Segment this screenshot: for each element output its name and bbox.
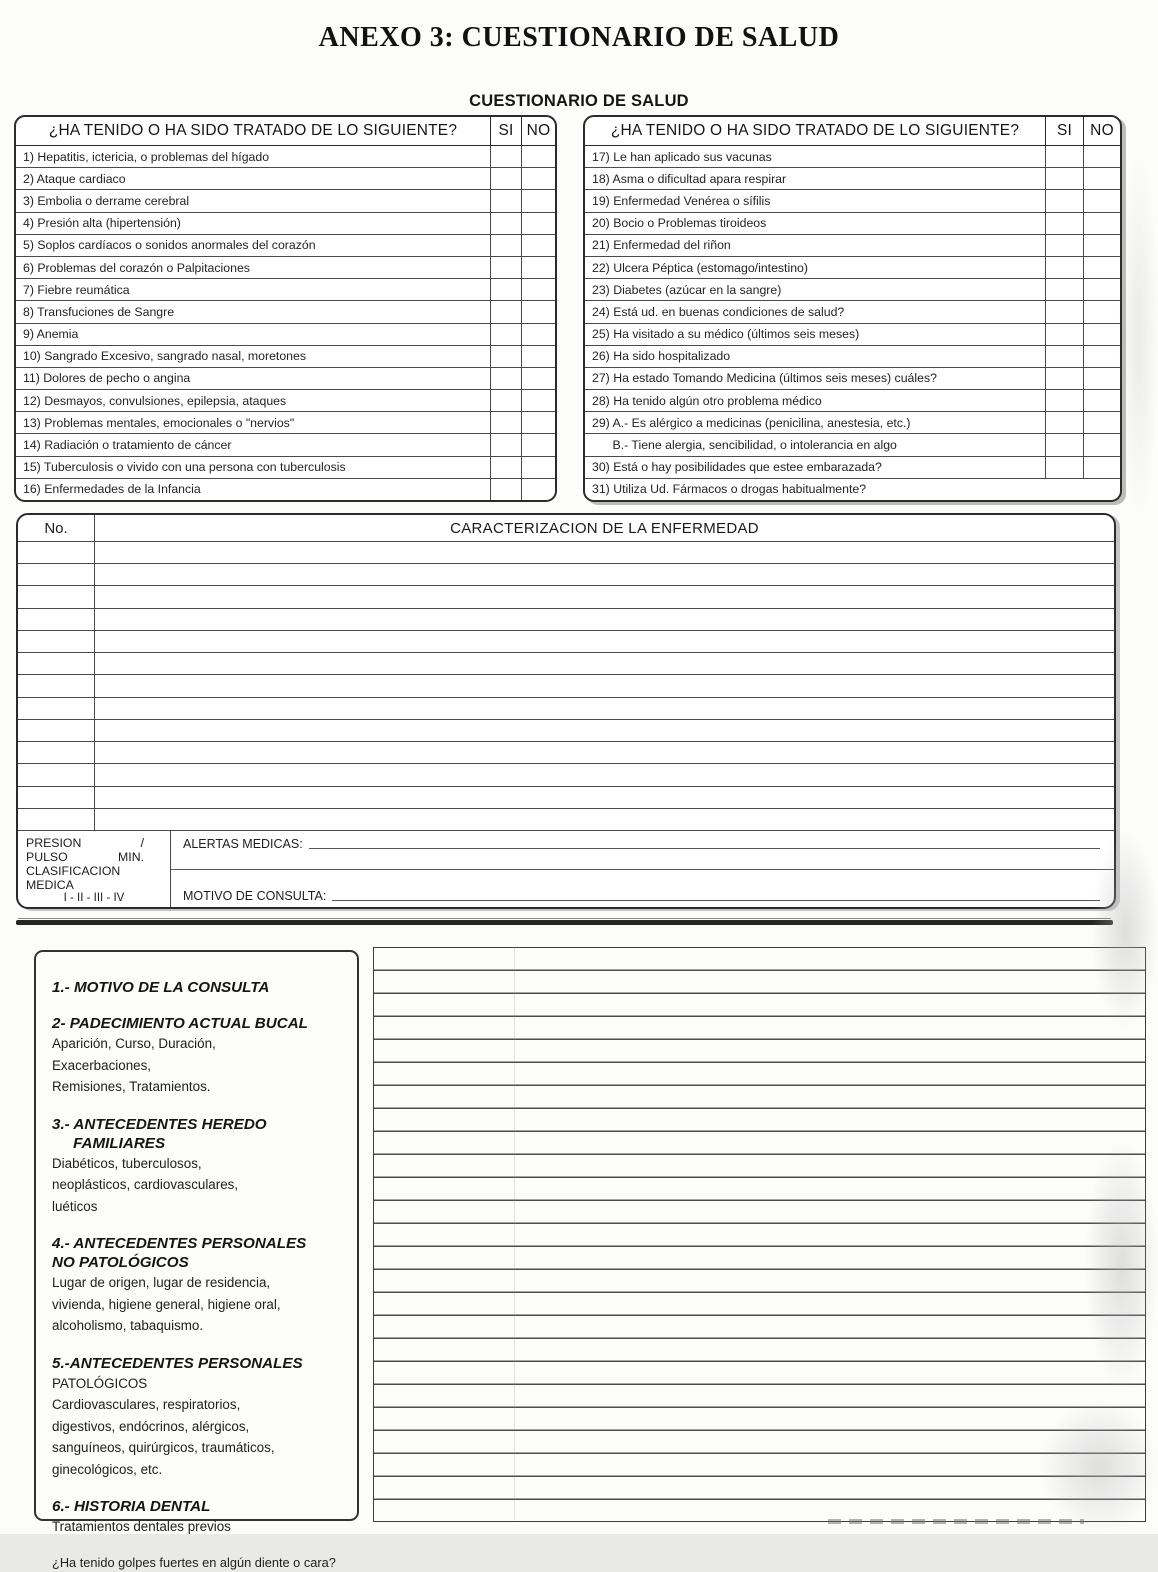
questionnaire-table-left (14, 115, 557, 502)
caracterizacion-entry-cell[interactable] (94, 742, 1114, 763)
questionnaire-header (585, 117, 1120, 146)
question-label: 29) A.- Es alérgico a medicinas (penicilina, anestesia, etc.) (592, 415, 911, 430)
si-checkbox-cell[interactable] (1045, 213, 1083, 234)
caracterizacion-row (18, 697, 1114, 719)
no-checkbox-cell[interactable] (521, 301, 555, 322)
question-label: 2) Ataque cardiaco (23, 171, 126, 186)
caracterizacion-table (16, 513, 1116, 909)
guide-section-title: FAMILIARES (52, 1134, 166, 1152)
guide-section-body-line: PATOLÓGICOS (52, 1375, 148, 1391)
caracterizacion-entry-cell[interactable] (94, 698, 1114, 719)
alerts-cell (171, 831, 1114, 907)
questionnaire-table-right (583, 115, 1122, 502)
page-title: ANEXO 3: CUESTIONARIO DE SALUD (318, 22, 840, 53)
motivo-consulta-label: MOTIVO DE CONSULTA: (183, 889, 327, 903)
question-row (585, 456, 1120, 478)
question-row (585, 389, 1120, 411)
question-label: 7) Fiebre reumática (23, 282, 130, 297)
caracterizacion-no-cell[interactable] (18, 586, 94, 607)
caracterizacion-row (18, 719, 1114, 741)
question-label: 6) Problemas del corazón o Palpitaciones (23, 260, 250, 275)
caracterizacion-entry-cell[interactable] (94, 542, 1114, 563)
question-label: 19) Enfermedad Venérea o sífilis (592, 193, 771, 208)
question-row (16, 278, 555, 300)
si-checkbox-cell[interactable] (490, 434, 521, 455)
si-checkbox-cell[interactable] (490, 346, 521, 367)
questionnaire-header (16, 117, 555, 146)
no-checkbox-cell[interactable] (521, 168, 555, 189)
caracterizacion-row (18, 630, 1114, 652)
presion-slash: / (140, 836, 144, 850)
caracterizacion-entry-cell[interactable] (94, 586, 1114, 607)
question-label: 14) Radiación o tratamiento de cáncer (23, 438, 232, 453)
guide-section-title: 5.-ANTECEDENTES PERSONALES (52, 1354, 303, 1372)
si-checkbox-cell[interactable] (1045, 390, 1083, 411)
guide-section-title: 4.- ANTECEDENTES PERSONALES (52, 1235, 307, 1252)
si-checkbox-cell[interactable] (1045, 146, 1083, 167)
column-header-no: NO (521, 117, 555, 145)
guide-section (52, 1354, 345, 1481)
question-row (585, 478, 1120, 500)
si-checkbox-cell[interactable] (490, 168, 521, 189)
no-checkbox-cell[interactable] (521, 257, 555, 278)
question-label: 21) Enfermedad del riñon (592, 238, 731, 253)
question-rows-right (585, 146, 1120, 500)
question-row (585, 433, 1120, 455)
question-label: 3) Embolia o derrame cerebral (23, 193, 190, 208)
question-label: 31) Utiliza Ud. Fármacos o drogas habitualmente? (592, 482, 867, 497)
question-row (585, 212, 1120, 234)
question-row (585, 167, 1120, 189)
caracterizacion-title: CARACTERIZACION DE LA ENFERMEDAD (94, 515, 1114, 541)
guide-section-body-line: digestivos, endócrinos, alérgicos, (52, 1418, 250, 1434)
si-checkbox-cell[interactable] (1045, 168, 1083, 189)
question-label: 20) Bocio o Problemas tiroideos (592, 216, 767, 231)
question-row (585, 189, 1120, 211)
motivo-consulta-input-line[interactable] (332, 900, 1100, 901)
question-label: 9) Anemia (23, 327, 79, 342)
no-checkbox-cell[interactable] (1083, 213, 1120, 234)
no-checkbox-cell[interactable] (521, 390, 555, 411)
question-label: 16) Enfermedades de la Infancia (23, 482, 201, 497)
guide-section (52, 1115, 345, 1218)
column-header-si: SI (1045, 117, 1083, 145)
question-row (16, 167, 555, 189)
question-label: 30) Está o hay posibilidades que estee embarazada? (592, 460, 882, 475)
guide-section-body-line: vivienda, higiene general, higiene oral, (52, 1296, 281, 1312)
question-label: 26) Ha sido hospitalizado (592, 349, 731, 364)
si-checkbox-cell[interactable] (490, 301, 521, 322)
no-checkbox-cell[interactable] (1083, 279, 1120, 300)
no-checkbox-cell[interactable] (521, 324, 555, 345)
guide-section-body-line: Diabéticos, tuberculosos, (52, 1155, 202, 1171)
question-row (16, 411, 555, 433)
question-row (16, 189, 555, 211)
no-checkbox-cell[interactable] (521, 457, 555, 478)
pulso-label: PULSO (26, 850, 68, 864)
caracterizacion-row (18, 808, 1114, 830)
si-checkbox-cell[interactable] (1045, 257, 1083, 278)
form-subtitle: CUESTIONARIO DE SALUD (469, 92, 689, 110)
caracterizacion-row (18, 763, 1114, 785)
question-label: 25) Ha visitado a su médico (últimos seis meses) (592, 327, 860, 342)
guide-section-title: 1.- MOTIVO DE LA CONSULTA (52, 979, 270, 996)
question-row (16, 146, 555, 167)
caracterizacion-row (18, 652, 1114, 674)
question-label: 4) Presión alta (hipertensión) (23, 216, 181, 231)
question-row (585, 278, 1120, 300)
no-checkbox-cell[interactable] (521, 479, 555, 500)
question-row (16, 433, 555, 455)
no-checkbox-cell[interactable] (1083, 390, 1120, 411)
caracterizacion-no-cell[interactable] (18, 631, 94, 652)
scan-fold-line (514, 947, 515, 1522)
caracterizacion-row (18, 741, 1114, 763)
si-checkbox-cell[interactable] (1045, 434, 1083, 455)
no-checkbox-cell[interactable] (521, 412, 555, 433)
caracterizacion-no-cell[interactable] (18, 542, 94, 563)
caracterizacion-rows (18, 542, 1114, 830)
guide-footer-question: ¿Ha tenido golpes fuertes en algún diente o cara? (52, 1554, 336, 1570)
guide-section (52, 1014, 345, 1098)
question-label: 10) Sangrado Excesivo, sangrado nasal, moretones (23, 349, 306, 364)
no-checkbox-cell[interactable] (521, 368, 555, 389)
guide-section (52, 1234, 345, 1337)
notes-writing-area[interactable] (373, 947, 1146, 1522)
no-checkbox-cell[interactable] (1083, 301, 1120, 322)
question-row (585, 256, 1120, 278)
guide-section (52, 978, 345, 997)
si-checkbox-cell[interactable] (490, 235, 521, 256)
question-label: 18) Asma o dificultad apara respirar (592, 171, 787, 186)
caracterizacion-no-cell[interactable] (18, 653, 94, 674)
caracterizacion-entry-cell[interactable] (94, 720, 1114, 741)
si-checkbox-cell[interactable] (490, 390, 521, 411)
header-question-label: ¿HA TENIDO O HA SIDO TRATADO DE LO SIGUIENTE? (48, 122, 458, 139)
question-label: 27) Ha estado Tomando Medicina (últimos seis meses) cuáles? (592, 371, 937, 386)
guide-section-body-line: Tratamientos dentales previos (52, 1519, 231, 1534)
question-row (585, 234, 1120, 256)
alertas-medicas-label: ALERTAS MEDICAS: (183, 837, 303, 851)
caracterizacion-entry-cell[interactable] (94, 631, 1114, 652)
question-label: B.- Tiene alergia, sencibilidad, o intolerancia en algo (592, 438, 897, 453)
caracterizacion-no-cell[interactable] (18, 609, 94, 630)
si-checkbox-cell[interactable] (490, 457, 521, 478)
caracterizacion-entry-cell[interactable] (94, 809, 1114, 830)
si-checkbox-cell[interactable] (1045, 235, 1083, 256)
no-checkbox-cell[interactable] (1083, 368, 1120, 389)
guide-section-body-line: alcoholismo, tabaquismo. (52, 1318, 204, 1333)
question-label: 15) Tuberculosis o vivido con una persona con tuberculosis (23, 460, 346, 475)
question-row (16, 456, 555, 478)
no-checkbox-cell[interactable] (1083, 146, 1120, 167)
caracterizacion-row (18, 608, 1114, 630)
clasificacion-label: CLASIFICACION MEDICA (26, 864, 121, 892)
question-label: 5) Soplos cardíacos o sonidos anormales del corazón (23, 238, 316, 253)
si-checkbox-cell[interactable] (1045, 346, 1083, 367)
question-row (585, 411, 1120, 433)
anamnesis-guide-box (34, 950, 359, 1570)
guide-section-body-line: ginecológicos, etc. (52, 1461, 163, 1477)
guide-section (52, 1497, 345, 1538)
guide-section-title: 6.- HISTORIA DENTAL (52, 1498, 211, 1515)
caracterizacion-no-cell[interactable] (18, 675, 94, 696)
question-label: 11) Dolores de pecho o angina (23, 371, 191, 386)
no-checkbox-cell[interactable] (1083, 190, 1120, 211)
caracterizacion-no-cell[interactable] (18, 787, 94, 808)
section-divider-rule (16, 920, 1113, 925)
caracterizacion-row (18, 542, 1114, 563)
si-checkbox-cell[interactable] (490, 412, 521, 433)
question-row (16, 389, 555, 411)
presion-label: PRESION (26, 836, 82, 850)
no-checkbox-cell[interactable] (1083, 257, 1120, 278)
no-checkbox-cell[interactable] (1083, 324, 1120, 345)
guide-section-body-line: sanguíneos, quirúrgicos, traumáticos, (52, 1440, 275, 1455)
no-checkbox-cell[interactable] (1083, 457, 1120, 478)
no-checkbox-cell[interactable] (521, 279, 555, 300)
question-label: 8) Transfuciones de Sangre (23, 304, 175, 319)
caracterizacion-footer (18, 830, 1114, 907)
no-checkbox-cell[interactable] (521, 146, 555, 167)
no-checkbox-cell[interactable] (521, 190, 555, 211)
question-row (16, 323, 555, 345)
guide-section-body-line: neoplásticos, cardiovasculares, (52, 1177, 239, 1192)
caracterizacion-row (18, 674, 1114, 696)
caracterizacion-row (18, 585, 1114, 607)
caracterizacion-header (18, 515, 1114, 542)
alertas-medicas-input-line[interactable] (309, 848, 1100, 849)
question-label: 23) Diabetes (azúcar en la sangre) (592, 282, 782, 297)
si-checkbox-cell[interactable] (1045, 190, 1083, 211)
caracterizacion-row (18, 786, 1114, 808)
column-header-no: NO (1083, 117, 1120, 145)
caracterizacion-entry-cell[interactable] (94, 787, 1114, 808)
question-row (16, 345, 555, 367)
caracterizacion-entry-cell[interactable] (94, 609, 1114, 630)
header-question-label: ¿HA TENIDO O HA SIDO TRATADO DE LO SIGUIENTE? (610, 122, 1020, 139)
guide-section-body-line: Aparición, Curso, Duración, (52, 1036, 216, 1051)
no-checkbox-cell[interactable] (521, 434, 555, 455)
caracterizacion-no-cell[interactable] (18, 742, 94, 763)
guide-section-body-line: Cardiovasculares, respiratorios, (52, 1397, 241, 1412)
si-checkbox-cell[interactable] (490, 479, 521, 500)
column-header-si: SI (490, 117, 521, 145)
question-row (16, 367, 555, 389)
question-label: 13) Problemas mentales, emocionales o "nervios" (23, 415, 295, 430)
scan-bleed-smudge (828, 1519, 1084, 1524)
question-row (585, 345, 1120, 367)
caracterizacion-no-cell[interactable] (18, 720, 94, 741)
caracterizacion-entry-cell[interactable] (94, 653, 1114, 674)
caracterizacion-entry-cell[interactable] (94, 564, 1114, 585)
guide-section-title: 2- PADECIMIENTO ACTUAL BUCAL (52, 1015, 308, 1032)
caracterizacion-no-cell[interactable] (18, 698, 94, 719)
si-checkbox-cell[interactable] (1045, 368, 1083, 389)
si-checkbox-cell[interactable] (490, 257, 521, 278)
question-label: 22) Ulcera Péptica (estomago/intestino) (592, 260, 808, 275)
question-row (16, 234, 555, 256)
question-row (16, 478, 555, 500)
caracterizacion-no-cell[interactable] (18, 564, 94, 585)
caracterizacion-entry-cell[interactable] (94, 764, 1114, 785)
question-row (585, 323, 1120, 345)
si-checkbox-cell[interactable] (1045, 279, 1083, 300)
si-checkbox-cell[interactable] (1045, 301, 1083, 322)
no-checkbox-cell[interactable] (521, 213, 555, 234)
no-checkbox-cell[interactable] (1083, 412, 1120, 433)
si-checkbox-cell[interactable] (490, 324, 521, 345)
question-label: 24) Está ud. en buenas condiciones de salud? (592, 304, 845, 319)
no-checkbox-cell[interactable] (521, 346, 555, 367)
guide-section-body-line: Remisiones, Tratamientos. (52, 1079, 211, 1094)
no-checkbox-cell[interactable] (521, 235, 555, 256)
clasificacion-scale: I - II - III - IV (63, 892, 125, 904)
si-checkbox-cell[interactable] (1045, 324, 1083, 345)
scan-artifact-blob (1120, 150, 1158, 520)
guide-section-body-line: Exacerbaciones, (52, 1057, 151, 1073)
question-row (585, 367, 1120, 389)
guide-section-body-line: luéticos (52, 1198, 98, 1214)
question-row (16, 300, 555, 322)
si-checkbox-cell[interactable] (490, 213, 521, 234)
question-label: 17) Le han aplicado sus vacunas (592, 149, 772, 164)
question-rows-left (16, 146, 555, 500)
no-checkbox-cell[interactable] (1083, 168, 1120, 189)
vitals-cell (18, 831, 171, 907)
caracterizacion-no-cell[interactable] (18, 809, 94, 830)
question-row (585, 300, 1120, 322)
no-checkbox-cell[interactable] (1083, 235, 1120, 256)
question-label: 28) Ha tenido algún otro problema médico (592, 393, 822, 408)
guide-section-title: 3.- ANTECEDENTES HEREDO (52, 1115, 267, 1133)
guide-section-body-line: Lugar de origen, lugar de residencia, (52, 1275, 271, 1290)
no-column-header: No. (44, 519, 68, 537)
pulso-unit-label: MIN. (118, 850, 144, 864)
no-checkbox-cell[interactable] (1083, 434, 1120, 455)
si-checkbox-cell[interactable] (490, 190, 521, 211)
caracterizacion-row (18, 563, 1114, 585)
question-row (585, 146, 1120, 167)
guide-section-title: NO PATOLÓGICOS (52, 1254, 189, 1271)
caracterizacion-entry-cell[interactable] (94, 675, 1114, 696)
si-checkbox-cell[interactable] (1045, 412, 1083, 433)
guide-sections (52, 978, 345, 1555)
question-label: 12) Desmayos, convulsiones, epilepsia, ataques (23, 393, 287, 408)
si-checkbox-cell[interactable] (1045, 457, 1083, 478)
caracterizacion-no-cell[interactable] (18, 764, 94, 785)
question-label: 1) Hepatitis, ictericia, o problemas del hígado (23, 149, 270, 164)
no-checkbox-cell[interactable] (1083, 346, 1120, 367)
si-checkbox-cell[interactable] (490, 368, 521, 389)
alerts-separator-line (171, 869, 1114, 870)
question-row (16, 256, 555, 278)
si-checkbox-cell[interactable] (490, 279, 521, 300)
question-row (16, 212, 555, 234)
si-checkbox-cell[interactable] (490, 146, 521, 167)
